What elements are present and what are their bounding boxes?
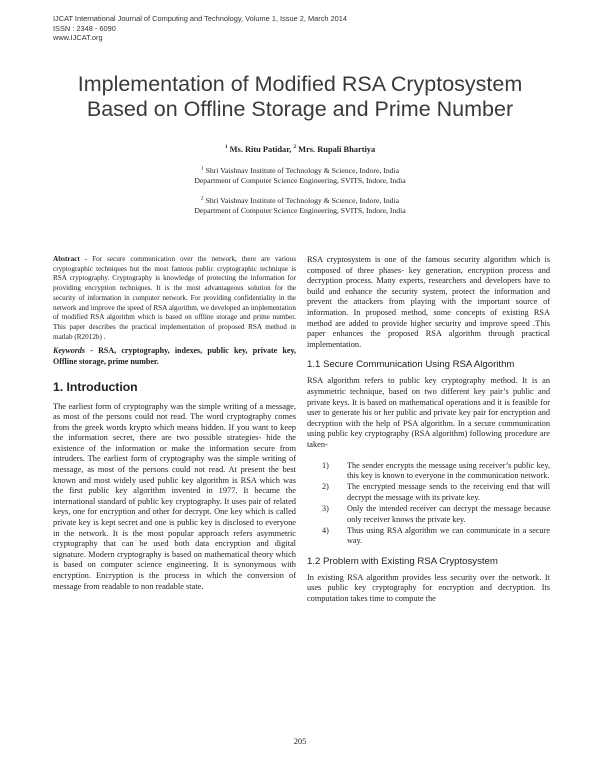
affiliation-2-department: Department of Computer Science Engineering, SVITS, Indore, India xyxy=(194,206,406,216)
author-1-marker: 1 xyxy=(224,144,228,151)
abstract-text: For secure communication over the network, there are various cryptographic techniques but the most famous public cryptographic technique is RSA cryptography. Cryptography is knowledge of protecting the information for providing encryption techniques. It is the most advantageous solution for the security of information in computer network. For providing confidentiality in the network and improve the speed of RSA algorithm, we developed an implementation of modified RSA algorithm which is based on offline storage and prime number. This paper describes the practical implementation of proposed RSA method in matlab (R2012b) . xyxy=(53,255,297,341)
step-text: Only the intended receiver can decrypt the message because only receiver knows the private key. xyxy=(347,504,550,524)
procedure-steps xyxy=(307,461,550,547)
affiliation-2-marker: 2 xyxy=(200,195,204,202)
keywords-text: RSA, cryptography, indexes, public key, private key, Offline storage, prime number. xyxy=(53,346,296,366)
abstract-label: Abstract - xyxy=(53,255,88,263)
step-text: The sender encrypts the message using receiver’s public key, this key is known to everyone in the communication network. xyxy=(347,460,550,480)
journal-issn: ISSN : 2348 - 6090 xyxy=(53,23,116,33)
subsection-1-1-heading: 1.1 Secure Communication Using RSA Algorithm xyxy=(307,359,515,371)
title-line-1: Implementation of Modified RSA Cryptosystem xyxy=(77,72,523,96)
author-2: Mrs. Rupali Bhartiya xyxy=(298,145,376,154)
journal-header xyxy=(53,14,347,43)
affiliation-2-institute: Shri Vaishnav Institute of Technology & Science, Indore, India xyxy=(205,196,400,205)
step-text: The encrypted message sends to the receiving end that will decrypt the message with its private key. xyxy=(347,482,550,502)
abstract xyxy=(53,255,296,342)
left-column xyxy=(53,255,296,592)
affiliation-1-marker: 1 xyxy=(200,165,204,172)
step-number: 4) xyxy=(322,525,329,535)
journal-website: www.IJCAT.org xyxy=(53,33,103,43)
author-2-marker: 2 xyxy=(293,144,297,151)
subsection-1-2-paragraph: In existing RSA algorithm provides less security over the network. It uses public key cryptography for encryption and decryption. Its computation takes time to compute the xyxy=(307,572,550,603)
author-1: Ms. Ritu Patidar, xyxy=(229,145,292,154)
list-item xyxy=(307,461,550,482)
journal-name: IJCAT International Journal of Computing and Technology, Volume 1, Issue 2, March 2014 xyxy=(53,14,348,23)
page-number: 205 xyxy=(293,737,307,746)
subsection-1-2-heading: 1.2 Problem with Existing RSA Cryptosystem xyxy=(307,555,498,567)
title-line-2: Based on Offline Storage and Prime Number xyxy=(86,97,514,121)
affiliation-1 xyxy=(0,166,600,186)
list-item xyxy=(307,504,550,525)
section-1-heading: 1. Introduction xyxy=(53,379,138,394)
keywords xyxy=(53,346,296,367)
affiliation-1-institute: Shri Vaishnav Institute of Technology & Science, Indore, India xyxy=(205,166,400,175)
list-item xyxy=(307,526,550,547)
introduction-paragraph: The earliest form of cryptography was the simple writing of a message, as most of the persons could not read. The word cryptography comes from the greek words krypto which means hidden. If you want to keep the information secret, there are two possible strategies- hide the existence of the information or make the information secure from intruders. The earliest form of cryptography was the simple writing of message, as most of the persons could not read. At present the best known and most widely used public key algorithm is RSA which was the first public key algorithm invented in 1977. It became the international standard of public key cryptography. It uses pair of related keys, one for encryption and other for decrypt. One key which is called private key is kept secret and one is public key is disclosed to everyone in the network. It is the most popular approach refers asymmetric cryptography that can be used both data encryption and digital signature. Modern cryptography is based on mathematical theory which is based on computer science engineering. It is synonymous with encryption. Encryption is the process in which the conversion of message from readable to non readable state. xyxy=(53,401,296,591)
step-number: 3) xyxy=(322,504,329,514)
subsection-1-1-paragraph: RSA algorithm refers to public key cryptography method. It is an asymmetric technique, based on two different key pair’s public and private keys. It is based on mathematical operations and it is feasible for user to generate his or her public and private key pair for encryption and decryption with the help of PSA algorithm. In a secure communication using public key cryptography (RSA algorithm) following procedure are taken- xyxy=(307,376,550,449)
list-item xyxy=(307,482,550,503)
step-number: 1) xyxy=(322,460,329,470)
affiliation-1-department: Department of Computer Science Engineering, SVITS, Indore, India xyxy=(194,176,406,186)
author-list xyxy=(0,145,600,154)
paper-title xyxy=(0,72,600,122)
right-column xyxy=(307,255,550,605)
step-text: Thus using RSA algorithm we can communicate in a secure way. xyxy=(347,525,550,546)
keywords-label: Keywords - xyxy=(53,346,93,356)
affiliation-2 xyxy=(0,196,600,216)
rsa-overview-paragraph: RSA cryptosystem is one of the famous security algorithm which is composed of three phases- key generation, encryption process and decryption process. Many experts, researchers and developers have to build and enhance the security system, protect the information and prevent the attackers from playing with the important source of information. In proposed method, some concepts of existing RSA method are added to provide higher security and improve speed .This paper enhances the proposed RSA algorithm through practical implementation. xyxy=(307,255,550,349)
step-number: 2) xyxy=(322,482,329,492)
